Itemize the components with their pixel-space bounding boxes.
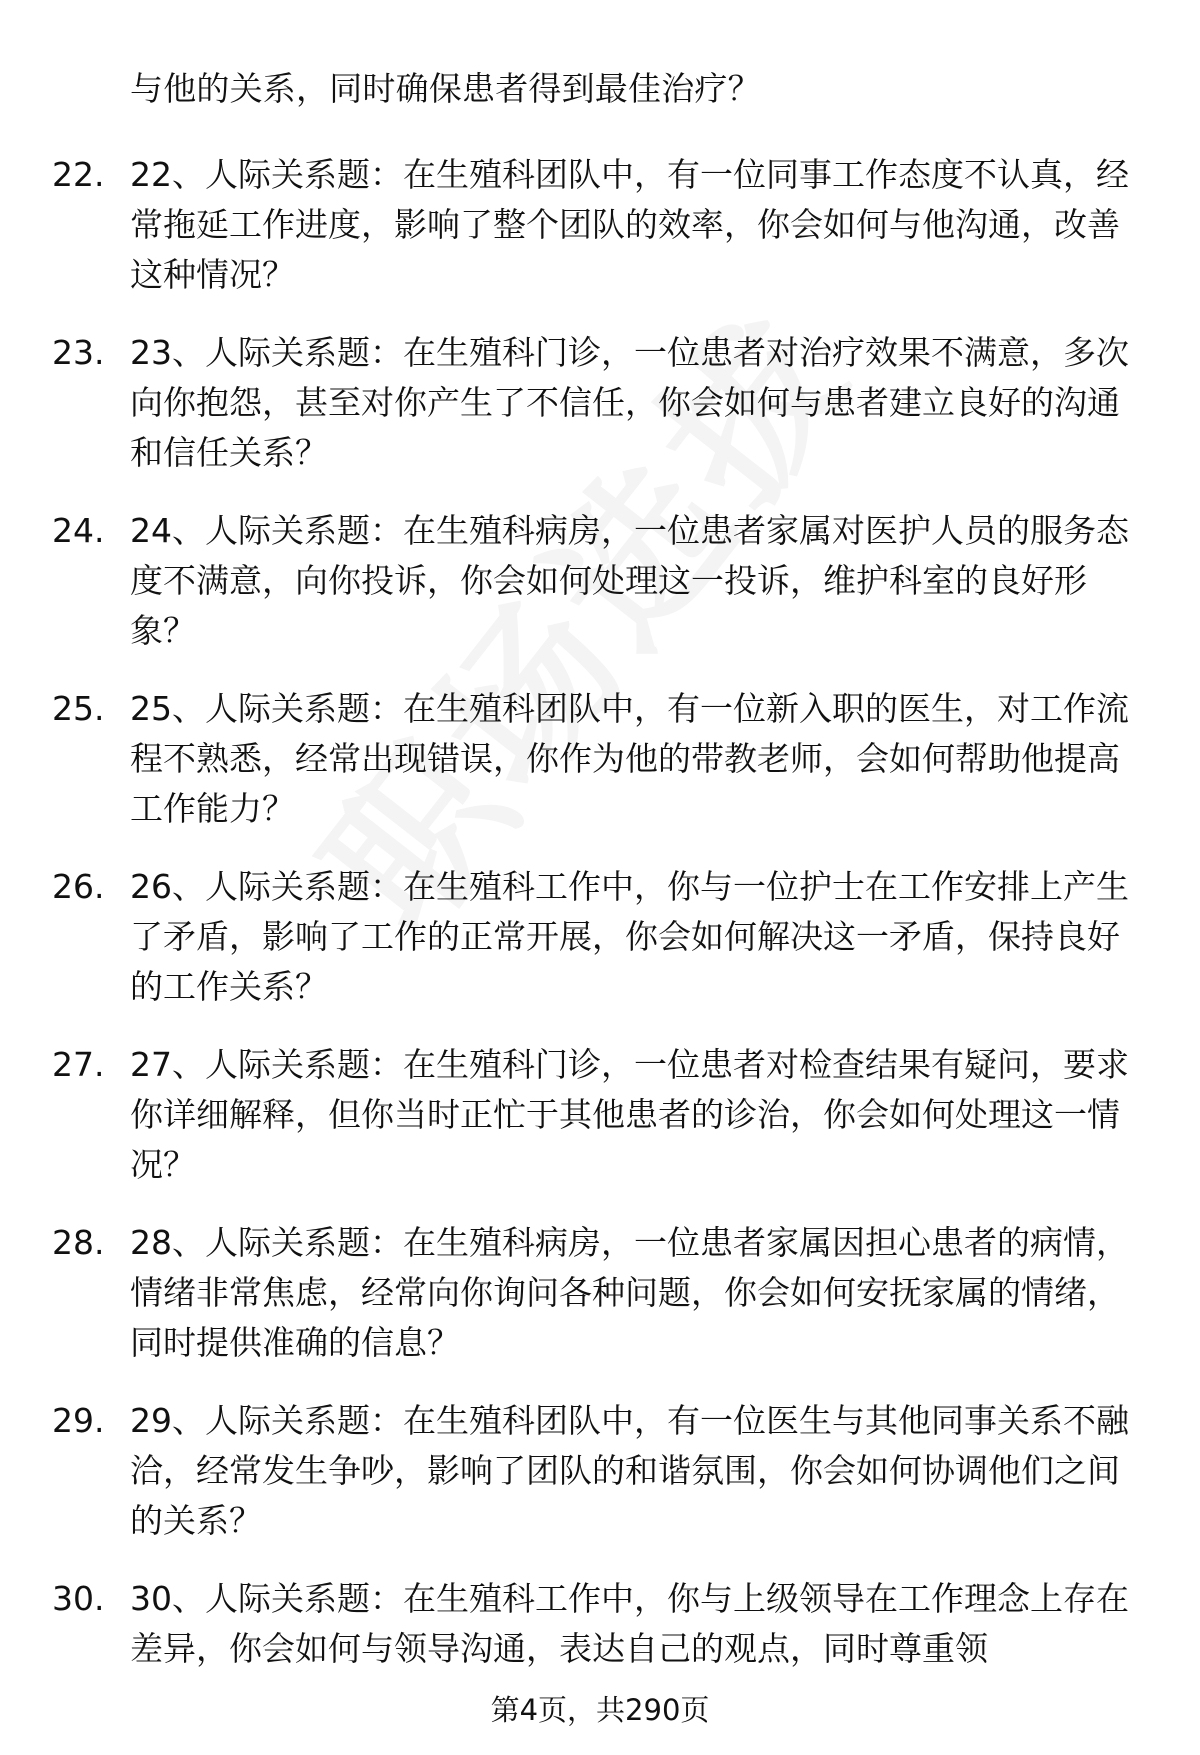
continued-text: 与他的关系，同时确保患者得到最佳治疗？	[130, 69, 761, 108]
list-item	[0, 1040, 1200, 1190]
item-number: 27.	[52, 1045, 105, 1084]
question-list	[0, 150, 1200, 1752]
item-text: 29、人际关系题：在生殖科团队中，有一位医生与其他同事关系不融洽，经常发生争吵，影响了团队的和谐氛围，你会如何协调他们之间的关系？	[130, 1401, 1129, 1540]
item-text: 23、人际关系题：在生殖科门诊，一位患者对治疗效果不满意，多次向你抱怨，甚至对你产生了不信任，你会如何与患者建立良好的沟通和信任关系？	[130, 333, 1129, 472]
item-number: 22.	[52, 155, 105, 194]
list-item	[0, 1218, 1200, 1368]
list-item	[0, 506, 1200, 656]
item-text: 25、人际关系题：在生殖科团队中，有一位新入职的医生，对工作流程不熟悉，经常出现错误，你作为他的带教老师，会如何帮助他提高工作能力？	[130, 689, 1129, 828]
item-number: 26.	[52, 867, 105, 906]
list-item	[0, 150, 1200, 300]
item-number: 30.	[52, 1579, 105, 1618]
item-number: 29.	[52, 1401, 105, 1440]
item-text: 27、人际关系题：在生殖科门诊，一位患者对检查结果有疑问，要求你详细解释，但你当时正忙于其他患者的诊治，你会如何处理这一情况？	[130, 1045, 1129, 1184]
item-number: 23.	[52, 333, 105, 372]
list-item	[0, 862, 1200, 1012]
item-text: 26、人际关系题：在生殖科工作中，你与一位护士在工作安排上产生了矛盾，影响了工作的正常开展，你会如何解决这一矛盾，保持良好的工作关系？	[130, 867, 1129, 1006]
list-item	[0, 328, 1200, 478]
list-item	[0, 684, 1200, 834]
item-text: 30、人际关系题：在生殖科工作中，你与上级领导在工作理念上存在差异，你会如何与领导沟通，表达自己的观点，同时尊重领	[130, 1579, 1129, 1668]
item-text: 24、人际关系题：在生殖科病房，一位患者家属对医护人员的服务态度不满意，向你投诉，你会如何处理这一投诉，维护科室的良好形象？	[130, 511, 1129, 650]
list-item	[0, 1396, 1200, 1546]
item-number: 28.	[52, 1223, 105, 1262]
item-number: 24.	[52, 511, 105, 550]
item-text: 22、人际关系题：在生殖科团队中，有一位同事工作态度不认真，经常拖延工作进度，影响了整个团队的效率，你会如何与他沟通，改善这种情况？	[130, 155, 1129, 294]
page-footer: 第4页，共290页	[490, 1693, 710, 1727]
item-text: 28、人际关系题：在生殖科病房，一位患者家属因担心患者的病情，情绪非常焦虑，经常向你询问各种问题，你会如何安抚家属的情绪，同时提供准确的信息？	[130, 1223, 1129, 1362]
item-number: 25.	[52, 689, 105, 728]
